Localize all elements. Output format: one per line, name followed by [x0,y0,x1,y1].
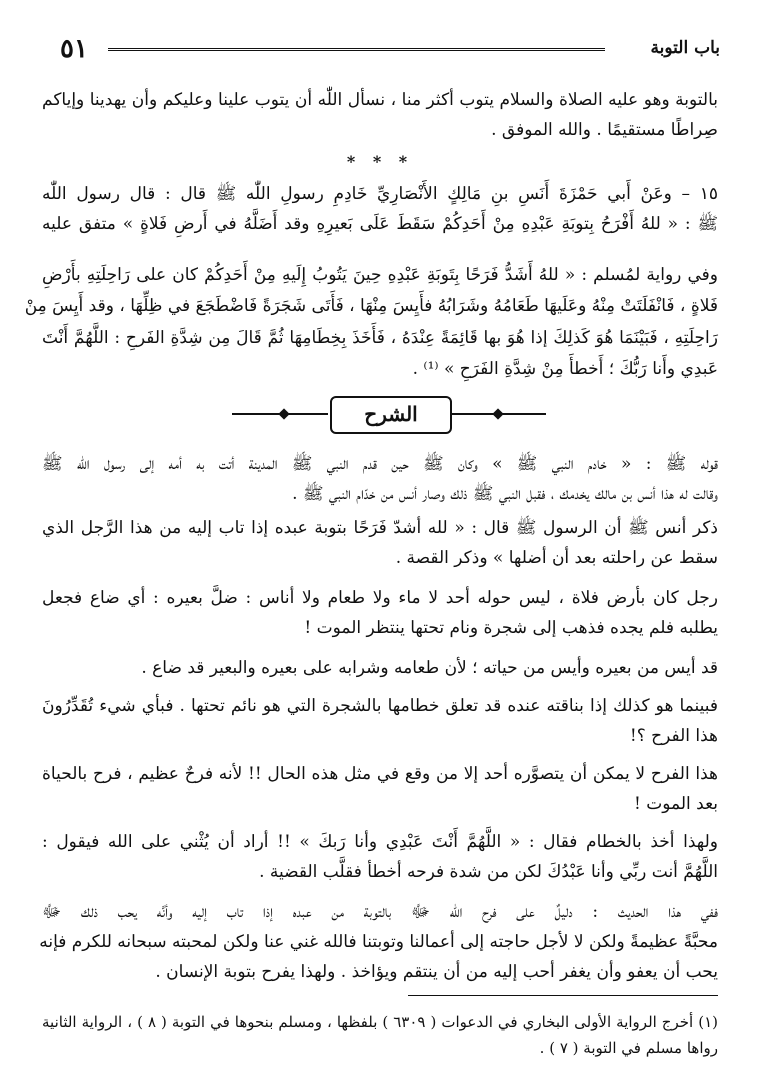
commentary-line: بعد الموت ! [633,794,718,814]
hadith-line: عَبدِي وأَنا رَبُّكَ ؛ أَخطأَ مِنْ شِدَّةِ الفَرَحِ » ⁽¹⁾ . [412,359,718,379]
commentary-line: يحب أن يعفو وأن يغفر أحب إليه من أن ينتقم ويؤاخذ . ولهذا يفرح بتوبة الإنسان . [155,962,718,982]
commentary-line: هذا الفرح لا يمكن أن يتصوَّره أحد إلا من وقع في مثل هذه الحال !! لأنه فرحٌ عظيم ، فرح بالحياة [42,764,718,784]
commentary-line: فبينما هو كذلك إذا بناقته عنده قد تعلق خطامها بالشجرة التي هو نائم تحتها . فبأي شيء تُقَدِّرُونَ [42,696,718,716]
commentary-line: قوله ﷺ : « خادم النبي ﷺ » وكان ﷺ حين قدم النبي ﷺ المدينة أتت به أمه إلى رسول الله ﷺ [42,454,718,474]
chapter-title: باب التوبة [650,38,720,58]
commentary-line: محبَّةً عظيمةً ولكن لا لأجل حاجته إلى أعمالنا وتوبتنا فالله غني عنا ولكن لمحبته سبحانه للكرم فإنه [39,932,718,952]
commentary-line: وقالت له هذا أنس بن مالك يخدمك ، فقبل النبي ﷺ ذلك وصار أنس من خدّام النبي ﷺ . [292,484,718,504]
intro-line: بالتوبة وهو عليه الصلاة والسلام يتوب أكثر منا ، نسأل اللّٰه أن يتوب علينا وعليكم وأن يهدينا وإياكم [42,90,718,110]
commentary-line: هذا الفرح ؟! [629,726,718,746]
footnote-line: رواها مسلم في التوبة ( ٧ ) . [539,1039,718,1057]
heading-ornament-dot [278,408,289,419]
page-header [60,34,720,64]
page-number: ٥١ [60,34,88,64]
commentary-line: ولهذا أخذ بالخطام فقال : « اللَّهُمَّ أَنْتَ عَبْدِي وأنا رَبكَ » !! أراد أن يُثْني على الله فيقول : [42,832,718,852]
section-heading: الشرح [330,396,452,434]
commentary-line: رجل كان بأرض فلاة ، ليس حوله أحد لا ماء ولا طعام ولا أناس : ضلَّ بعيره : أي ضاع فجعل [42,588,718,608]
hadith-line: وفي رواية لمُسلم : « للهُ أَشَدُّ فَرَحًا بِتَوبَةِ عَبْدِهِ حِينَ يَتُوبُ إِلَيهِ مِنْ أَحَدِكُمْ كان على رَاحِلَتِهِ بأَرْضِ [42,265,718,285]
separator-stars: * * * [346,152,414,171]
hadith-line: ﷺ : « للهُ أَفْرَحُ بِتوبَةِ عَبْدِهِ مِنْ أَحَدِكُمْ سَقَطَ عَلَى بَعيرِهِ وقد أَضَلَّهُ في أَرضِ فَلاةٍ » متفق عليه [42,214,718,234]
hadith-line: رَاحِلَتِهِ ، فَبَيْنَمَا هُوَ كَذلِكَ إذا هُوَ بها قَائِمَةً عِنْدَهُ ، فَأَخَذَ بِخِطَامِهَا ثُمَّ قَالَ مِن شِدَّةِ الفَرحِ : اللَّهُمَّ أَنْتَ [42,328,718,348]
heading-ornament-dot [492,408,503,419]
commentary-line: اللَّهُمَّ أنت ربِّي وأنا عَبْدُكَ لكن من شدة فرحه أخطأ فقلَّب القضية . [259,862,718,882]
footnote-rule [408,995,718,996]
commentary-line: ففي هذا الحديث : دليلٌ على فرح الله ﷻ بالتوبة من عبده إذا تاب إليه وأنَّه يحب ذلك ﷻ [42,902,718,922]
commentary-line: سقط عن راحلته بعد أن أضلها » وذكر القصة . [395,548,718,568]
commentary-line: قد أيس من بعيره وأيس من حياته ؛ لأن طعامه وشرابه على بعيره والبعير قد ضاع . [141,658,718,678]
commentary-line: يطلبه فلم يجده فذهب إلى شجرة ونام تحتها ينتظر الموت ! [304,618,718,638]
commentary-line: ذكر أنس ﷺ أن الرسول ﷺ قال : « لله أشدّ فَرَحًا بتوبة عبده إذا تاب إليه من هذا الرَّجل الذي [42,518,718,538]
footnote-line: (١) أخرج الرواية الأولى البخاري في الدعوات ( ٦٣٠٩ ) بلفظها ، ومسلم بنحوها في التوبة ( ٨ ) ، الرواية الثانية [42,1013,718,1031]
intro-line: صِراطًا مستقيمًا . والله الموفق . [491,120,718,140]
hadith-line: فَلاةٍ ، فَانْفَلَتَتْ مِنْهُ وعَلَيهَا طَعَامُهُ وشَرَابُهُ فأَيِسَ مِنْهَا ، فَأَتَى شَجَرَةً فَاضْطَجَعَ في ظِلِّهَا ، وقد أَيِسَ مِنْ [24,296,718,316]
hadith-line: ١٥ – وعَنْ أَبي حَمْزَةَ أَنَسِ بنِ مَالِكٍ الأَنْصَارِيِّ خَادِمِ رسولِ اللّٰه ﷺ قال : قال رسول اللّٰه [42,184,718,204]
header-rule [108,48,605,54]
